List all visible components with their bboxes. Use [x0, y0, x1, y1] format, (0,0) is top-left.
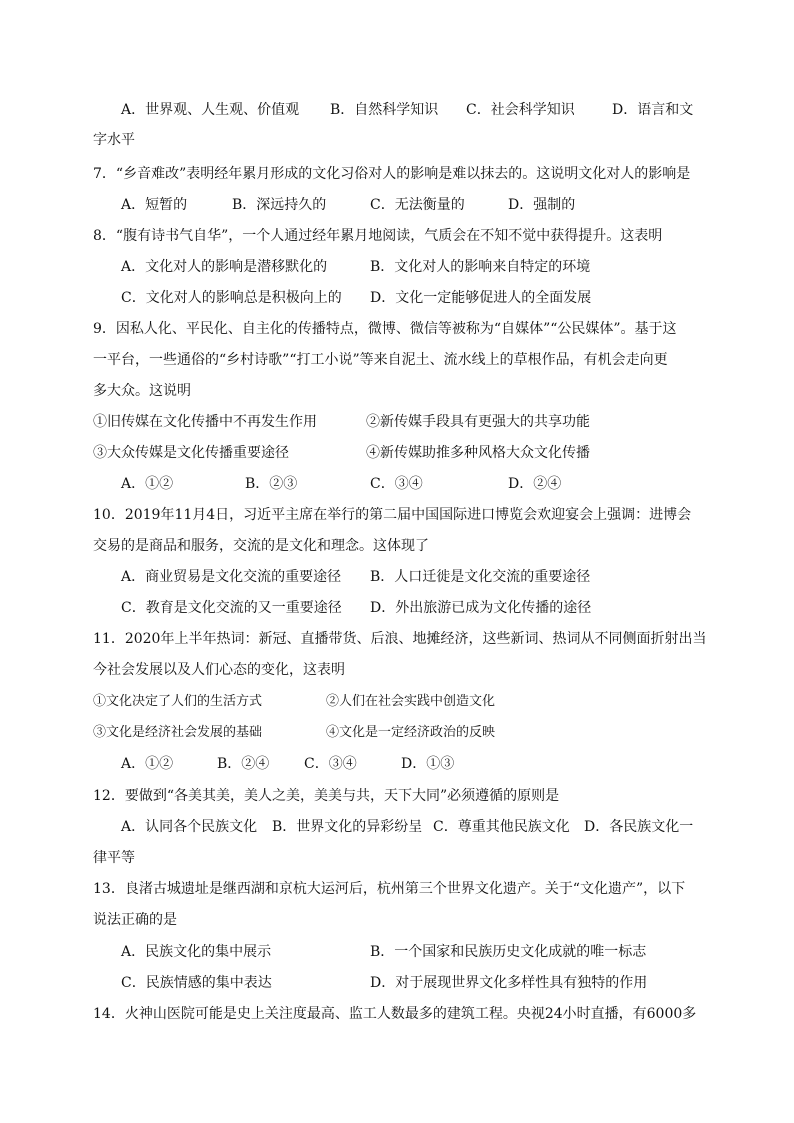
q8-option-a: A．文化对人的影响是潜移默化的 — [121, 259, 328, 275]
q11-stem-line2: 今社会发展以及人们心态的变化，这表明 — [93, 662, 345, 678]
q8-stem: 8．“腹有诗书气自华”，一个人通过经年累月地阅读，气质会在不知不觉中获得提升。这表明 — [93, 228, 663, 244]
q9-option-c: C．③④ — [370, 476, 423, 492]
q9-stem-line2: 一平台，一些通俗的“乡村诗歌”“打工小说”等来自泥土、流水线上的草根作品，有机会走向更 — [93, 352, 668, 368]
q7-option-d: D．强制的 — [508, 197, 576, 213]
q9-statement-4: ④新传媒助推多种风格大众文化传播 — [366, 445, 590, 461]
q10-option-d: D．外出旅游已成为文化传播的途径 — [370, 600, 592, 616]
q11-option-a: A．①② — [121, 756, 174, 772]
q6-option-d: D．语言和文 — [612, 102, 694, 118]
q8-option-b: B．文化对人的影响来自特定的环境 — [370, 259, 591, 275]
q11-statement-2: ②人们在社会实践中创造文化 — [326, 694, 496, 709]
q11-statement-4: ④文化是一定经济政治的反映 — [326, 725, 496, 740]
q9-statement-3: ③大众传媒是文化传播重要途径 — [93, 445, 289, 461]
q12-option-b: B．世界文化的异彩纷呈 — [272, 819, 423, 835]
q9-statement-2: ②新传媒手段具有更强大的共享功能 — [366, 414, 590, 430]
q10-option-b: B．人口迁徙是文化交流的重要途径 — [370, 569, 591, 585]
q8-option-c: C．文化对人的影响总是积极向上的 — [121, 290, 342, 306]
q9-option-a: A．①② — [121, 476, 174, 492]
q11-option-c: C．③④ — [304, 756, 357, 772]
q6-option-c: C．社会科学知识 — [466, 102, 575, 118]
q10-stem-line1: 10．2019年11月4日，习近平主席在举行的第二届中国国际进口博览会欢迎宴会上强调：进博会 — [93, 507, 692, 523]
q6-option-d-continued: 字水平 — [93, 132, 135, 148]
q6-option-b: B．自然科学知识 — [330, 102, 439, 118]
q12-option-d-continued: 律平等 — [93, 850, 135, 866]
q7-option-c: C．无法衡量的 — [370, 197, 465, 213]
q9-option-d: D．②④ — [508, 476, 562, 492]
q7-stem: 7．“乡音难改”表明经年累月形成的文化习俗对人的影响是难以抹去的。这说明文化对人的影响是 — [93, 166, 691, 182]
q9-option-b: B．②③ — [245, 476, 298, 492]
q10-stem-line2: 交易的是商品和服务，交流的是文化和理念。这体现了 — [93, 538, 429, 554]
q11-option-b: B．②④ — [217, 756, 270, 772]
q13-stem-line2: 说法正确的是 — [93, 912, 177, 928]
q11-statement-3: ③文化是经济社会发展的基础 — [93, 725, 263, 740]
q13-option-d: D．对于展现世界文化多样性具有独特的作用 — [370, 975, 648, 991]
q9-stem-line3: 多大众。这说明 — [93, 383, 191, 399]
q11-option-d: D．①③ — [401, 756, 455, 772]
q8-option-d: D．文化一定能够促进人的全面发展 — [370, 290, 592, 306]
q11-statement-1: ①文化决定了人们的生活方式 — [93, 694, 263, 709]
q13-option-a: A．民族文化的集中展示 — [121, 944, 272, 960]
q12-option-c: C．尊重其他民族文化 — [433, 819, 570, 835]
q10-option-a: A．商业贸易是文化交流的重要途径 — [121, 569, 342, 585]
q9-statement-1: ①旧传媒在文化传播中不再发生作用 — [93, 414, 317, 430]
q14-stem-line1: 14．火神山医院可能是史上关注度最高、监工人数最多的建筑工程。央视24小时直播，有6000多 — [93, 1006, 697, 1022]
q9-stem-line1: 9．因私人化、平民化、自主化的传播特点，微博、微信等被称为“自媒体”“公民媒体”。基于这 — [93, 321, 677, 337]
q11-stem-line1: 11．2020年上半年热词：新冠、直播带货、后浪、地摊经济，这些新词、热词从不同侧面折射出当 — [93, 631, 707, 647]
q7-option-a: A．短暂的 — [121, 197, 188, 213]
q13-option-c: C．民族情感的集中表达 — [121, 975, 272, 991]
q7-option-b: B．深远持久的 — [232, 197, 327, 213]
q10-option-c: C．教育是文化交流的又一重要途径 — [121, 600, 342, 616]
q13-option-b: B．一个国家和民族历史文化成就的唯一标志 — [370, 944, 647, 960]
q12-option-a: A．认同各个民族文化 — [121, 819, 258, 835]
q13-stem-line1: 13．良渚古城遗址是继西湖和京杭大运河后，杭州第三个世界文化遗产。关于“文化遗产”，以下 — [93, 881, 686, 897]
q12-option-d: D．各民族文化一 — [584, 819, 694, 835]
q12-stem: 12．要做到“各美其美，美人之美，美美与共，天下大同”必须遵循的原则是 — [93, 788, 560, 804]
q6-option-a: A．世界观、人生观、价值观 — [121, 102, 300, 118]
